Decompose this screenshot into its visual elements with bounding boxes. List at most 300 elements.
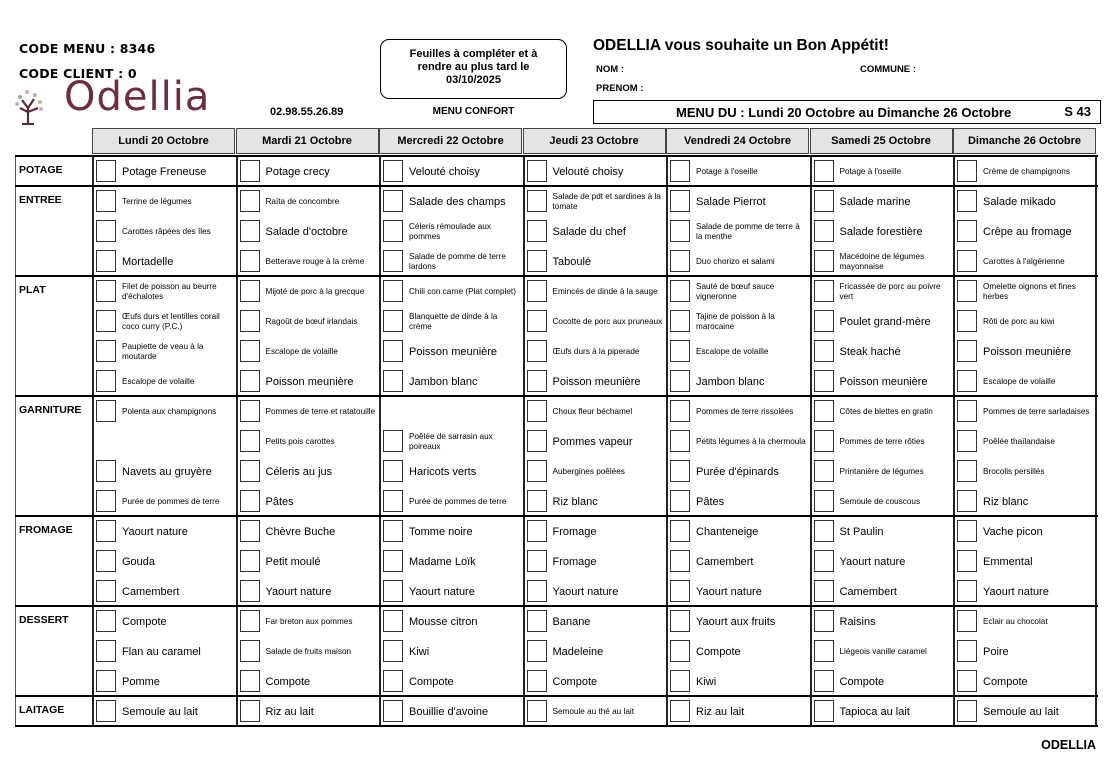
dish-name: St Paulin [839,526,884,538]
menu-option [94,457,236,487]
choice-checkbox[interactable] [96,520,116,542]
menu-option [955,337,1095,367]
choice-checkbox[interactable] [814,520,834,542]
menu-option [238,337,380,367]
dish-name: Salade de pomme de terre lardons [409,252,506,271]
choice-checkbox[interactable] [814,220,834,242]
choice-checkbox[interactable] [527,580,547,602]
menu-option [525,277,667,307]
menu-option [381,547,523,577]
choice-checkbox[interactable] [383,460,403,482]
choice-checkbox[interactable] [670,280,690,302]
choice-checkbox[interactable] [383,670,403,692]
dish-name: Petits pois carottes [265,437,335,446]
choice-checkbox[interactable] [670,220,690,242]
day-column [92,607,236,695]
menu-option [94,577,236,607]
choice-checkbox[interactable] [96,460,116,482]
choice-checkbox[interactable] [527,610,547,632]
choice-checkbox[interactable] [240,370,260,392]
choice-checkbox[interactable] [240,460,260,482]
dish-name: Yaourt nature [409,586,475,598]
choice-checkbox[interactable] [96,640,116,662]
choice-checkbox[interactable] [957,430,977,452]
dish-name: Ragoût de bœuf irlandais [265,317,358,326]
dish-name: Velouté choisy [409,166,480,178]
choice-checkbox[interactable] [957,220,977,242]
choice-checkbox[interactable] [957,580,977,602]
choice-checkbox[interactable] [670,160,690,182]
day-column [379,517,523,605]
dish-name: Purée d'épinards [696,466,779,478]
dish-name: Aubergines poêlées [552,467,625,476]
day-column [523,397,667,515]
dish-name: Semoule au lait [983,706,1059,718]
code-menu: CODE MENU : 8346 [19,41,156,56]
menu-option [525,187,667,217]
choice-checkbox[interactable] [957,340,977,362]
choice-checkbox[interactable] [527,370,547,392]
day-header: Dimanche 26 Octobre [953,128,1096,154]
menu-option [955,457,1095,487]
dish-name: Compote [983,676,1028,688]
dish-name: Poisson meunière [265,376,354,388]
choice-checkbox[interactable] [383,190,403,212]
category-cell [15,517,93,605]
choice-checkbox[interactable] [957,460,977,482]
choice-checkbox[interactable] [383,310,403,332]
choice-checkbox[interactable] [957,310,977,332]
choice-checkbox[interactable] [240,310,260,332]
dish-name: Haricots verts [409,466,477,478]
choice-checkbox[interactable] [240,610,260,632]
day-column [810,607,954,695]
choice-checkbox[interactable] [814,400,834,422]
menu-option [668,487,810,517]
menu-option [381,187,523,217]
dish-name: Riz au lait [696,706,745,718]
dish-name: Potage à l'oseille [696,167,758,176]
dish-name: Salade de fruits maison [265,647,352,656]
choice-checkbox[interactable] [96,610,116,632]
choice-checkbox[interactable] [814,490,834,512]
dish-name: Flan au caramel [122,646,201,658]
menu-option [525,577,667,607]
choice-checkbox[interactable] [527,400,547,422]
choice-checkbox[interactable] [96,220,116,242]
dish-name: Riz blanc [552,496,598,508]
choice-checkbox[interactable] [527,190,547,212]
choice-checkbox[interactable] [240,220,260,242]
day-column [523,157,667,185]
choice-checkbox[interactable] [96,310,116,332]
choice-checkbox[interactable] [957,520,977,542]
choice-checkbox[interactable] [96,280,116,302]
menu-option [812,427,954,457]
choice-checkbox[interactable] [957,370,977,392]
choice-checkbox[interactable] [670,550,690,572]
day-column [953,397,1097,515]
dish-name: Œufs durs à la piperade [552,347,640,356]
menu-option [812,307,954,337]
menu-option [812,487,954,517]
choice-checkbox[interactable] [670,400,690,422]
menu-option [668,547,810,577]
dish-name: Macédoine de légumes mayonnaise [839,252,925,271]
choice-checkbox[interactable] [670,310,690,332]
dish-name: Tapioca au lait [839,706,910,718]
menu-option [381,367,523,397]
choice-checkbox[interactable] [670,490,690,512]
deadline-line: rendre au plus tard le [417,61,530,73]
choice-checkbox[interactable] [383,370,403,392]
dish-name: Betterave rouge à la crème [265,257,365,266]
nom-field[interactable]: NOM : [596,64,624,75]
choice-checkbox[interactable] [240,430,260,452]
menu-option [525,427,667,457]
menu-option [238,607,380,637]
choice-checkbox[interactable] [240,670,260,692]
menu-option [381,667,523,697]
choice-checkbox[interactable] [527,700,547,722]
day-column [92,397,236,515]
dish-name: Escalope de volaille [983,377,1056,386]
choice-checkbox[interactable] [957,280,977,302]
menu-option [525,397,667,427]
menu-option [525,337,667,367]
choice-checkbox[interactable] [957,190,977,212]
dish-name: Pommes de terre rissolées [696,407,794,416]
dish-name: Poisson meunière [409,346,498,358]
dish-name: Camembert [839,586,897,598]
choice-checkbox[interactable] [96,370,116,392]
choice-checkbox[interactable] [383,520,403,542]
menu-option [94,367,236,397]
menu-option [668,607,810,637]
menu-option [94,547,236,577]
menu-option [955,247,1095,277]
menu-option [812,337,954,367]
choice-checkbox[interactable] [814,670,834,692]
menu-option [381,457,523,487]
dish-name: Bouillie d'avoine [409,706,489,718]
choice-checkbox[interactable] [527,490,547,512]
choice-checkbox[interactable] [814,460,834,482]
choice-checkbox[interactable] [670,610,690,632]
choice-checkbox[interactable] [670,670,690,692]
menu-option [668,457,810,487]
section-potage [15,155,1098,185]
menu-option [94,337,236,367]
choice-checkbox[interactable] [957,670,977,692]
choice-checkbox[interactable] [383,700,403,722]
menu-option [525,247,667,277]
choice-checkbox[interactable] [527,280,547,302]
choice-checkbox[interactable] [957,400,977,422]
choice-checkbox[interactable] [240,700,260,722]
dish-name: Filet de poisson au beurre d'échalotes [122,282,217,301]
choice-checkbox[interactable] [957,610,977,632]
choice-checkbox[interactable] [240,550,260,572]
menu-option [238,517,380,547]
dish-name: Fricassée de porc au poivre vert [839,282,941,301]
choice-checkbox[interactable] [383,610,403,632]
choice-checkbox[interactable] [670,520,690,542]
menu-option [955,577,1095,607]
dish-name: Salade marine [839,196,911,208]
choice-checkbox[interactable] [670,640,690,662]
choice-checkbox[interactable] [527,520,547,542]
dish-name: Riz blanc [983,496,1029,508]
day-column [236,157,380,185]
menu-option [94,187,236,217]
choice-checkbox[interactable] [814,580,834,602]
choice-checkbox[interactable] [96,670,116,692]
dish-name: Poêlée de sarrasin aux poireaux [409,432,493,451]
choice-checkbox[interactable] [814,280,834,302]
choice-checkbox[interactable] [527,430,547,452]
dish-name: Escalope de volaille [696,347,769,356]
choice-checkbox[interactable] [527,220,547,242]
menu-option [94,517,236,547]
dish-name: Purée de pommes de terre [122,497,220,506]
choice-checkbox[interactable] [383,340,403,362]
menu-option [238,367,380,397]
menu-option [525,457,667,487]
dish-name: Carottes râpées des îles [122,227,211,236]
dish-name: Semoule de couscous [839,497,921,506]
choice-checkbox[interactable] [240,520,260,542]
dish-name: Poulet grand-mère [839,316,931,328]
menu-option [94,157,236,187]
menu-option [381,247,523,277]
day-column [92,277,236,395]
choice-checkbox[interactable] [957,250,977,272]
day-header: Vendredi 24 Octobre [666,128,809,154]
menu-option [381,427,523,457]
choice-checkbox[interactable] [670,250,690,272]
menu-option [94,217,236,247]
choice-checkbox[interactable] [527,160,547,182]
menu-option [812,607,954,637]
menu-option [668,697,810,727]
menu-option [381,577,523,607]
day-header: Lundi 20 Octobre [92,128,235,154]
dish-name: Liégeois vanille caramel [839,647,927,656]
choice-checkbox[interactable] [957,160,977,182]
choice-checkbox[interactable] [240,640,260,662]
week-number: S 43 [1064,104,1091,119]
choice-checkbox[interactable] [957,640,977,662]
menu-option [668,307,810,337]
dish-name: Chanteneige [696,526,759,538]
menu-option [955,547,1095,577]
menu-option [238,397,380,427]
day-column [379,187,523,275]
menu-option [94,397,236,427]
dish-name: Rôti de porc au kiwi [983,317,1055,326]
choice-checkbox[interactable] [814,640,834,662]
choice-checkbox[interactable] [383,220,403,242]
choice-checkbox[interactable] [957,550,977,572]
dish-name: Jambon blanc [696,376,765,388]
category-label: DESSERT [19,614,69,626]
choice-checkbox[interactable] [670,700,690,722]
menu-option [668,367,810,397]
menu-option [94,607,236,637]
choice-checkbox[interactable] [240,160,260,182]
menu-option [668,577,810,607]
dish-name: Céleris rémoulade aux pommes [409,222,491,241]
dish-name: Omelette oignons et fines herbes [983,282,1076,301]
choice-checkbox[interactable] [814,250,834,272]
choice-checkbox[interactable] [670,340,690,362]
dish-name: Poisson meunière [983,346,1072,358]
day-column [666,697,810,725]
choice-checkbox[interactable] [814,550,834,572]
choice-checkbox[interactable] [670,460,690,482]
choice-checkbox[interactable] [957,700,977,722]
choice-checkbox[interactable] [670,370,690,392]
choice-checkbox[interactable] [670,190,690,212]
choice-checkbox[interactable] [383,280,403,302]
choice-checkbox[interactable] [240,340,260,362]
dish-name: Céleris au jus [265,466,333,478]
choice-checkbox[interactable] [240,400,260,422]
section-fromage [15,515,1098,605]
dish-name: Chèvre Buche [265,526,336,538]
dish-name: Eclair au chocolat [983,617,1048,626]
dish-name: Kiwi [696,676,717,688]
choice-checkbox[interactable] [383,490,403,512]
day-column [810,517,954,605]
choice-checkbox[interactable] [527,670,547,692]
choice-checkbox[interactable] [383,580,403,602]
dish-name: Crème de champignons [983,167,1070,176]
dish-name: Salade de pomme de terre à la menthe [696,222,800,241]
dish-name: Poisson meunière [839,376,928,388]
choice-checkbox[interactable] [814,160,834,182]
choice-checkbox[interactable] [814,370,834,392]
category-label: GARNITURE [19,404,82,416]
section-entree [15,185,1098,275]
menu-option [238,547,380,577]
category-cell [15,187,93,275]
choice-checkbox[interactable] [814,310,834,332]
choice-checkbox[interactable] [383,550,403,572]
choice-checkbox[interactable] [240,580,260,602]
dish-name: Crêpe au fromage [983,226,1072,238]
choice-checkbox[interactable] [96,250,116,272]
choice-checkbox[interactable] [527,550,547,572]
day-column [953,157,1097,185]
menu-option [381,337,523,367]
menu-option [812,457,954,487]
choice-checkbox[interactable] [96,160,116,182]
menu-option [525,487,667,517]
menu-option [381,487,523,517]
choice-checkbox[interactable] [96,400,116,422]
dish-name: Emincés de dinde à la sauge [552,287,658,296]
choice-checkbox[interactable] [814,610,834,632]
menu-option [238,187,380,217]
day-column [236,607,380,695]
dish-name: Poisson meunière [552,376,641,388]
choice-checkbox[interactable] [240,490,260,512]
dish-name: Potage crecy [265,166,330,178]
dish-name: Navets au gruyère [122,466,212,478]
dish-name: Petits légumes à la chermoula [696,437,806,446]
day-column [236,187,380,275]
menu-option [955,217,1095,247]
dish-name: Salade de pdt et sardines à la tomate [552,192,661,211]
choice-checkbox[interactable] [527,640,547,662]
dish-name: Pommes de terre et ratatouille [265,407,376,416]
menu-option [955,367,1095,397]
choice-checkbox[interactable] [96,580,116,602]
menu-option [668,277,810,307]
choice-checkbox[interactable] [383,160,403,182]
choice-checkbox[interactable] [670,430,690,452]
choice-checkbox[interactable] [96,700,116,722]
choice-checkbox[interactable] [96,190,116,212]
choice-checkbox[interactable] [240,280,260,302]
menu-option [238,577,380,607]
dish-name: Sauté de bœuf sauce vigneronne [696,282,775,301]
day-column [379,397,523,515]
menu-option [381,697,523,727]
choice-checkbox[interactable] [527,340,547,362]
prenom-field[interactable]: PRENOM : [596,83,644,94]
dish-name: Salade mikado [983,196,1056,208]
menu-option [812,697,954,727]
choice-checkbox[interactable] [670,580,690,602]
dish-name: Choux fleur béchamel [552,407,633,416]
dish-name: Pâtes [696,496,725,508]
choice-checkbox[interactable] [96,490,116,512]
choice-checkbox[interactable] [240,250,260,272]
dish-name: Mousse citron [409,616,478,628]
choice-checkbox[interactable] [240,190,260,212]
choice-checkbox[interactable] [96,550,116,572]
day-column [953,517,1097,605]
commune-field[interactable]: COMMUNE : [860,64,916,75]
choice-checkbox[interactable] [383,430,403,452]
day-column [379,157,523,185]
tree-icon [14,84,64,126]
choice-checkbox[interactable] [814,190,834,212]
choice-checkbox[interactable] [527,460,547,482]
dish-name: Salade forestière [839,226,923,238]
dish-name: Tomme noire [409,526,473,538]
dish-name: Pâtes [265,496,294,508]
choice-checkbox[interactable] [814,340,834,362]
choice-checkbox[interactable] [957,490,977,512]
dish-name: Raïta de concombre [265,197,340,206]
day-column [92,517,236,605]
deadline-date: 03/10/2025 [445,74,502,86]
choice-checkbox[interactable] [383,640,403,662]
dish-name: Carottes à l'algérienne [983,257,1065,266]
choice-checkbox[interactable] [96,340,116,362]
choice-checkbox[interactable] [814,700,834,722]
category-cell [15,277,93,395]
choice-checkbox[interactable] [527,310,547,332]
choice-checkbox[interactable] [383,250,403,272]
choice-checkbox[interactable] [814,430,834,452]
day-column [92,187,236,275]
choice-checkbox[interactable] [527,250,547,272]
